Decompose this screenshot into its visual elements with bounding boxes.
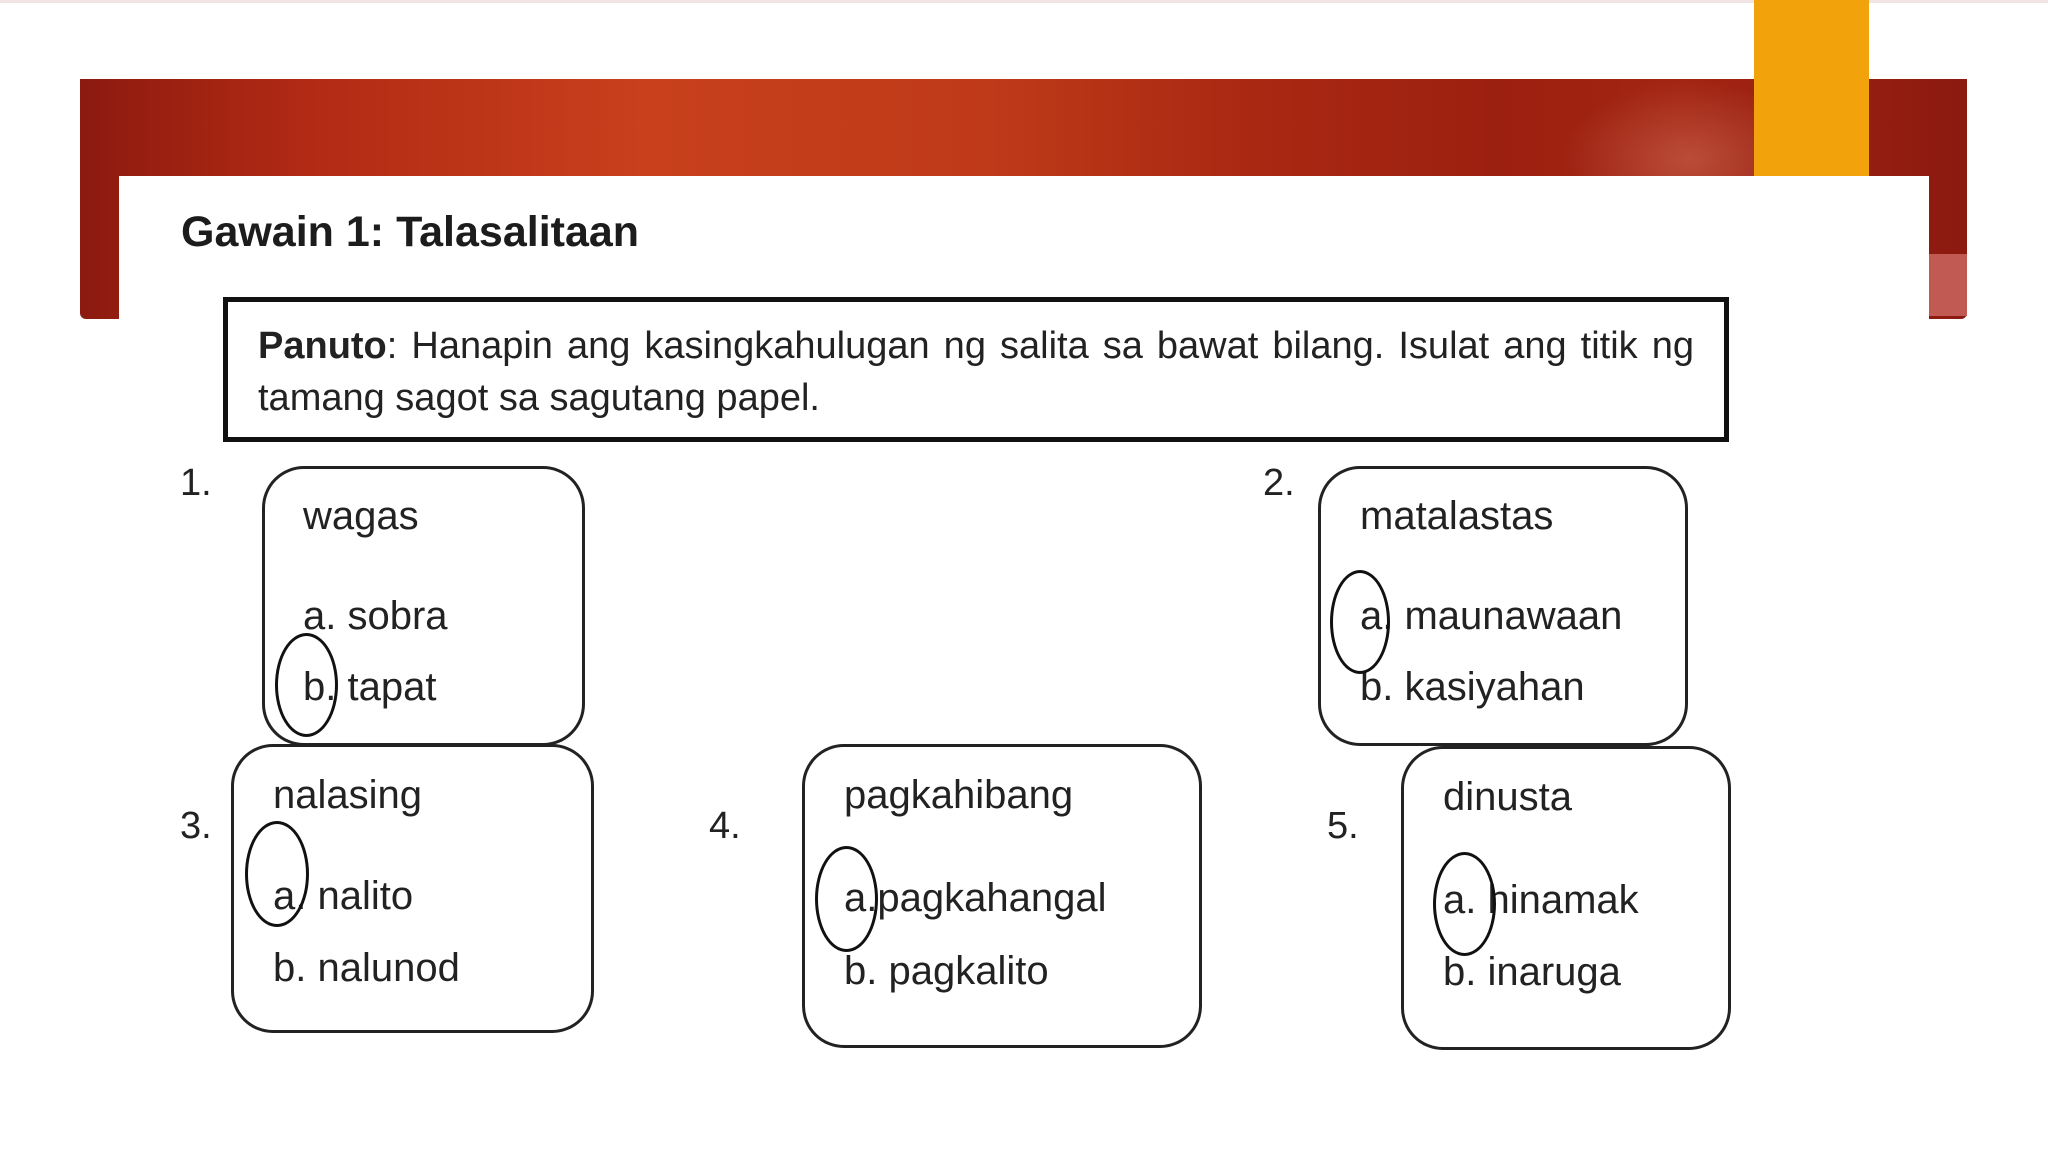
- banner-corner-accent: [1927, 254, 1967, 316]
- choice-b: b. kasiyahan: [1360, 665, 1585, 709]
- item-number: 5.: [1327, 805, 1359, 847]
- choice-a: a. maunawaan: [1360, 594, 1623, 638]
- activity-title: Gawain 1: Talasalitaan: [181, 208, 640, 256]
- instructions-text: : Hanapin ang kasingkahulugan ng salita sa bawat bilang. Isulat ang titik ng tamang sagot sa sagutang papel.: [258, 325, 1694, 419]
- choice-a: a. nalito: [273, 874, 414, 918]
- choice-a: a.pagkahangal: [844, 876, 1107, 920]
- answer-circle-mark: [815, 846, 878, 952]
- choice-a: a. hinamak: [1443, 878, 1639, 922]
- choice-a: a. sobra: [303, 594, 448, 638]
- choice-b: b. tapat: [303, 665, 437, 709]
- choice-b: b. nalunod: [273, 946, 460, 990]
- answer-circle-mark: [1433, 852, 1496, 956]
- vocabulary-word: dinusta: [1443, 775, 1572, 819]
- item-number: 2.: [1263, 462, 1295, 504]
- instructions-label: Panuto: [258, 325, 387, 367]
- choice-b: b. pagkalito: [844, 949, 1049, 993]
- answer-circle-mark: [275, 633, 338, 737]
- vocabulary-word: pagkahibang: [844, 773, 1074, 817]
- vocabulary-word: nalasing: [273, 773, 423, 817]
- answer-circle-mark: [245, 821, 309, 927]
- vocabulary-word: matalastas: [1360, 494, 1554, 538]
- answer-circle-mark: [1330, 570, 1390, 674]
- instructions-box: [223, 297, 1729, 442]
- gold-accent-tab: [1754, 0, 1869, 178]
- item-number: 3.: [180, 805, 212, 847]
- item-number: 1.: [180, 462, 212, 504]
- item-number: 4.: [709, 805, 741, 847]
- top-border-line: [0, 0, 2048, 3]
- choice-b: b. inaruga: [1443, 950, 1621, 994]
- vocabulary-word: wagas: [303, 494, 419, 538]
